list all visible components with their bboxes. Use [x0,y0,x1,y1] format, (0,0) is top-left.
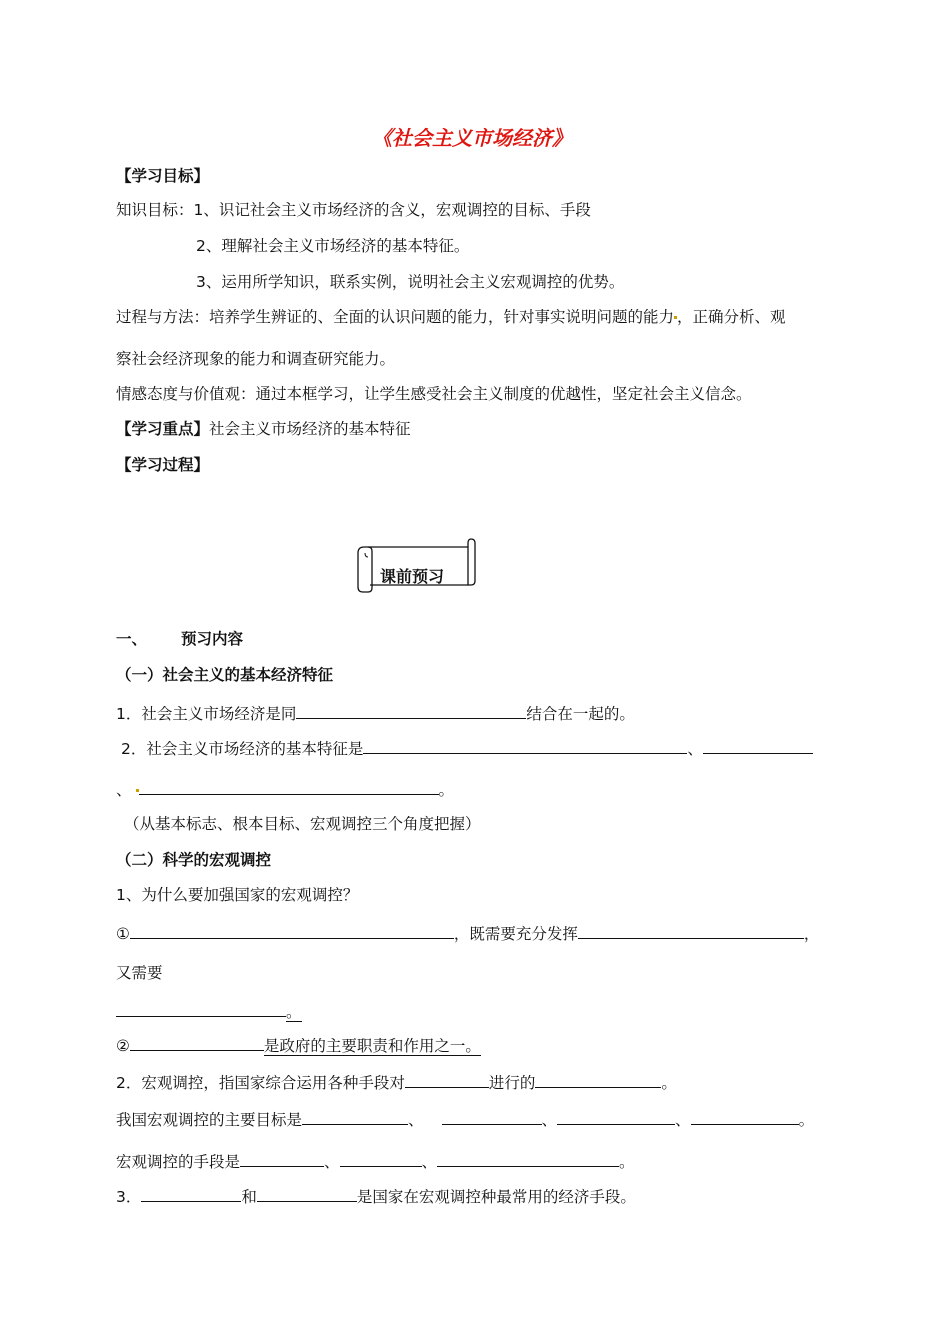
answer-blank[interactable] [442,1108,542,1125]
goals-sep: 、 [541,1111,558,1129]
knowledge-goal-2: 2、理解社会主义市场经济的基本特征。 [196,237,470,255]
knowledge-goal-3: 3、运用所学知识，联系实例，说明社会主义宏观调控的优势。 [196,273,625,291]
process-heading: 【学习过程】 [116,456,210,474]
process-method-line-1 [116,307,786,327]
circle-number-1: ① [116,925,130,943]
c1-mid-text: ，既需要充分发挥 [453,925,578,943]
focus-heading: 【学习重点】 [116,420,210,438]
answer-blank[interactable] [363,737,687,754]
answer-blank[interactable] [437,1150,619,1167]
part-2-c1-line-3 [116,1000,302,1022]
answer-blank[interactable] [116,1000,286,1017]
answer-blank[interactable] [130,1034,264,1051]
q2-line2-separator: 、 [116,781,132,799]
q3-text-a: 3． [116,1188,142,1206]
goals-end: 。 [798,1111,815,1129]
answer-blank[interactable] [240,1150,324,1167]
q1-text-b: 结合在一起的。 [526,705,635,723]
part-1-q1 [116,702,635,724]
goals-sep: 、 [408,1111,424,1129]
answer-blank[interactable] [691,1108,799,1125]
part-1-heading: （一）社会主义的基本经济特征 [116,666,334,684]
part-2-c1-line-2: 又需要 [116,964,163,982]
c2-text: 是政府的主要职责和作用之一。 [263,1037,481,1055]
answer-blank[interactable] [578,922,804,939]
part-1-q2 [121,737,813,759]
answer-blank[interactable] [139,778,439,795]
means-label: 宏观调控的手段是 [116,1153,241,1171]
answer-blank[interactable] [302,1108,408,1125]
part-2-c1 [116,922,819,944]
answer-blank[interactable] [257,1185,357,1202]
focus-line [116,419,411,439]
goals-sep: 、 [675,1111,691,1129]
c1-end: ， [803,925,820,943]
q3-text-c: 是国家在宏观调控种最常用的经济手段。 [356,1188,636,1206]
part-2-heading: （二）科学的宏观调控 [116,851,272,869]
answer-blank[interactable] [130,922,454,939]
answer-blank[interactable] [703,737,813,754]
section-1-number: 一、 [116,630,148,648]
q2-text-c: 。 [661,1074,677,1092]
answer-blank[interactable] [340,1150,422,1167]
knowledge-label: 知识目标： [116,201,194,219]
section-1-title: 预习内容 [181,630,244,648]
process-method-text-b: ，正确分析、观 [677,308,786,326]
process-method-text-a: 过程与方法：培养学生辨证的、全面的认识问题的能力，针对事实说明问题的能力 [116,308,675,326]
focus-text: 社会主义市场经济的基本特征 [209,420,411,438]
answer-blank[interactable] [296,702,526,719]
process-method-line-2: 察社会经济现象的能力和调查研究能力。 [116,350,396,368]
part-1-q2-line-2 [116,778,454,800]
means-line [116,1150,635,1172]
knowledge-item-1: 1、识记社会主义市场经济的含义，宏观调控的目标、手段 [193,201,591,219]
goals-line [116,1108,814,1130]
emotion-goal: 情感态度与价值观：通过本框学习，让学生感受社会主义制度的优越性，坚定社会主义信念。 [116,385,752,403]
answer-blank[interactable] [405,1071,489,1088]
q2-text-b: 进行的 [488,1074,536,1092]
part-2-q1: 1、为什么要加强国家的宏观调控？ [116,886,359,904]
q2-separator: 、 [687,740,703,758]
means-end: 。 [619,1153,635,1171]
answer-blank[interactable] [141,1185,241,1202]
q1-text-a: 1．社会主义市场经济是同 [116,705,297,723]
goals-label: 我国宏观调控的主要目标是 [116,1111,303,1129]
objectives-heading: 【学习目标】 [116,167,210,185]
q2-end: 。 [438,781,455,799]
q2-text-a: 2．宏观调控，指国家综合运用各种手段对 [116,1074,405,1092]
means-sep: 、 [421,1153,438,1171]
circle-number-2: ② [116,1037,130,1055]
q2-text-a: 2．社会主义市场经济的基本特征是 [121,740,364,758]
knowledge-goal-1 [116,200,591,220]
c1-line3-end: 。 [286,1003,302,1021]
part-2-q3 [116,1185,636,1207]
answer-blank[interactable] [557,1108,675,1125]
q3-text-b: 和 [241,1188,257,1206]
part-2-c2 [116,1034,481,1056]
answer-blank[interactable] [535,1071,661,1088]
means-sep: 、 [324,1153,340,1171]
part-2-q2 [116,1071,677,1093]
part-1-hint: （从基本标志、根本目标、宏观调控三个角度把握） [124,815,481,833]
page-title: 《社会主义市场经济》 [372,126,572,150]
banner-label: 课前预习 [380,567,445,586]
